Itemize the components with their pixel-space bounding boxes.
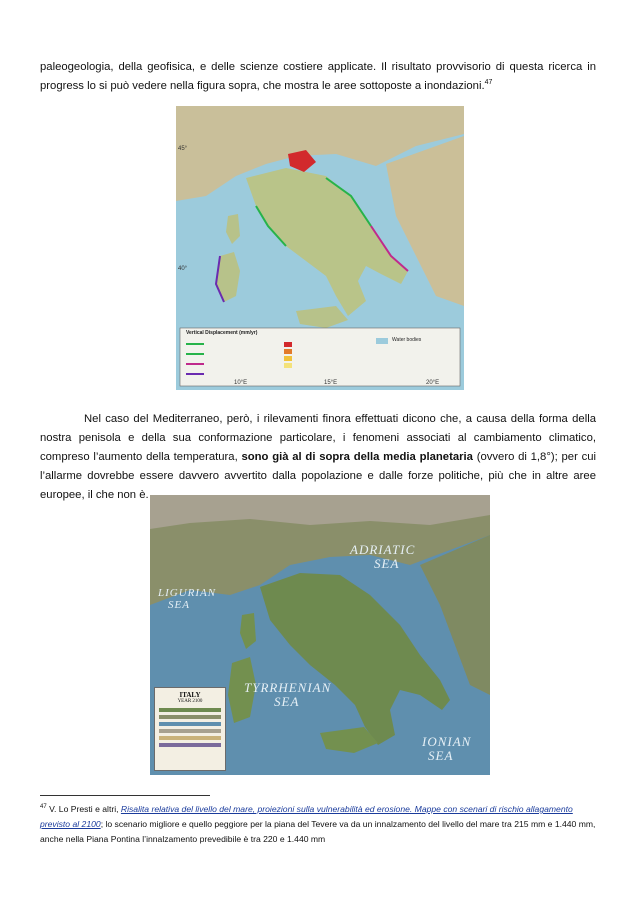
ionian-sea-label: IONIAN <box>422 734 472 749</box>
ionian-sea-label-2: SEA <box>428 748 454 763</box>
tyrrhenian-sea-label: TYRRHENIAN <box>244 680 332 695</box>
lat-label-40: 40° <box>178 266 188 272</box>
footnote-link[interactable]: Risalita relativa del livello del mare, proiezioni sulla vulnerabilità ed erosione. Mappe con scenari di rischio allagamento previsto al 2100 <box>40 804 573 829</box>
tyrrhenian-sea-label-2: SEA <box>274 694 300 709</box>
footnote-number: 47 <box>40 804 47 811</box>
coastal-displacement-map <box>176 106 464 390</box>
lon-label-15: 15°E <box>324 380 338 386</box>
lon-label-10: 10°E <box>234 380 248 386</box>
paragraph-2-before: Nel caso del Mediterraneo, però, i rilevamenti finora effettuati dicono che, a causa della forma della nostra penisola e della sua conformazione particolare, i fenomeni associati al cambiamento climatico, compreso l’aumento della temperatura, <box>40 413 596 463</box>
map-legend-swatches <box>159 708 221 747</box>
paragraph-2-after: (ovvero di 1,8°); per cui l’allarme dovrebbe essere davvero avvertito dalla popolazione e dalle forze politiche, più che in altre aree europee, il che non è. <box>40 451 597 501</box>
lon-label-20: 20°E <box>426 380 440 386</box>
paragraph-2-bold: sono già al di sopra della media planetaria <box>241 451 473 463</box>
legend-title: Vertical Displacement (mm/yr) <box>186 330 258 336</box>
footnote <box>40 802 596 847</box>
map-title-box <box>154 687 226 771</box>
displacement-map-graphic <box>176 106 464 390</box>
paragraph-1-text: paleogeologia, della geofisica, e delle scienze costiere applicate. Il risultato provvisorio di questa ricerca in progress lo si può vedere nella figura sopra, che mostra le aree sottoposte a inondazioni. <box>40 61 596 92</box>
ligurian-sea-label: LIGURIAN <box>158 587 217 599</box>
italy-2100-map <box>150 495 490 775</box>
adriatic-sea-label-2: SEA <box>374 556 400 571</box>
water-bodies-label: Water bodies <box>392 337 422 343</box>
ligurian-sea-label-2: SEA <box>168 599 190 611</box>
footnote-separator <box>40 795 210 796</box>
paragraph-2 <box>40 410 596 505</box>
footnote-rest: ; lo scenario migliore e quello peggiore per la piana del Tevere va da un innalzamento del livello del mare tra 215 mm e 1.440 mm, anche nella Piana Pontina l’innalzamento prevedibile è tra 220 e 1.440 mm <box>40 819 596 844</box>
footnote-authors: V. Lo Presti e altri, <box>46 804 121 814</box>
adriatic-sea-label: ADRIATIC <box>350 542 416 557</box>
map-subtitle: YEAR 2100 <box>177 699 203 704</box>
map-title: ITALY <box>179 691 201 699</box>
footnote-ref[interactable]: 47 <box>484 79 493 87</box>
lat-label-45: 45° <box>178 146 188 152</box>
paragraph-1 <box>40 58 596 96</box>
